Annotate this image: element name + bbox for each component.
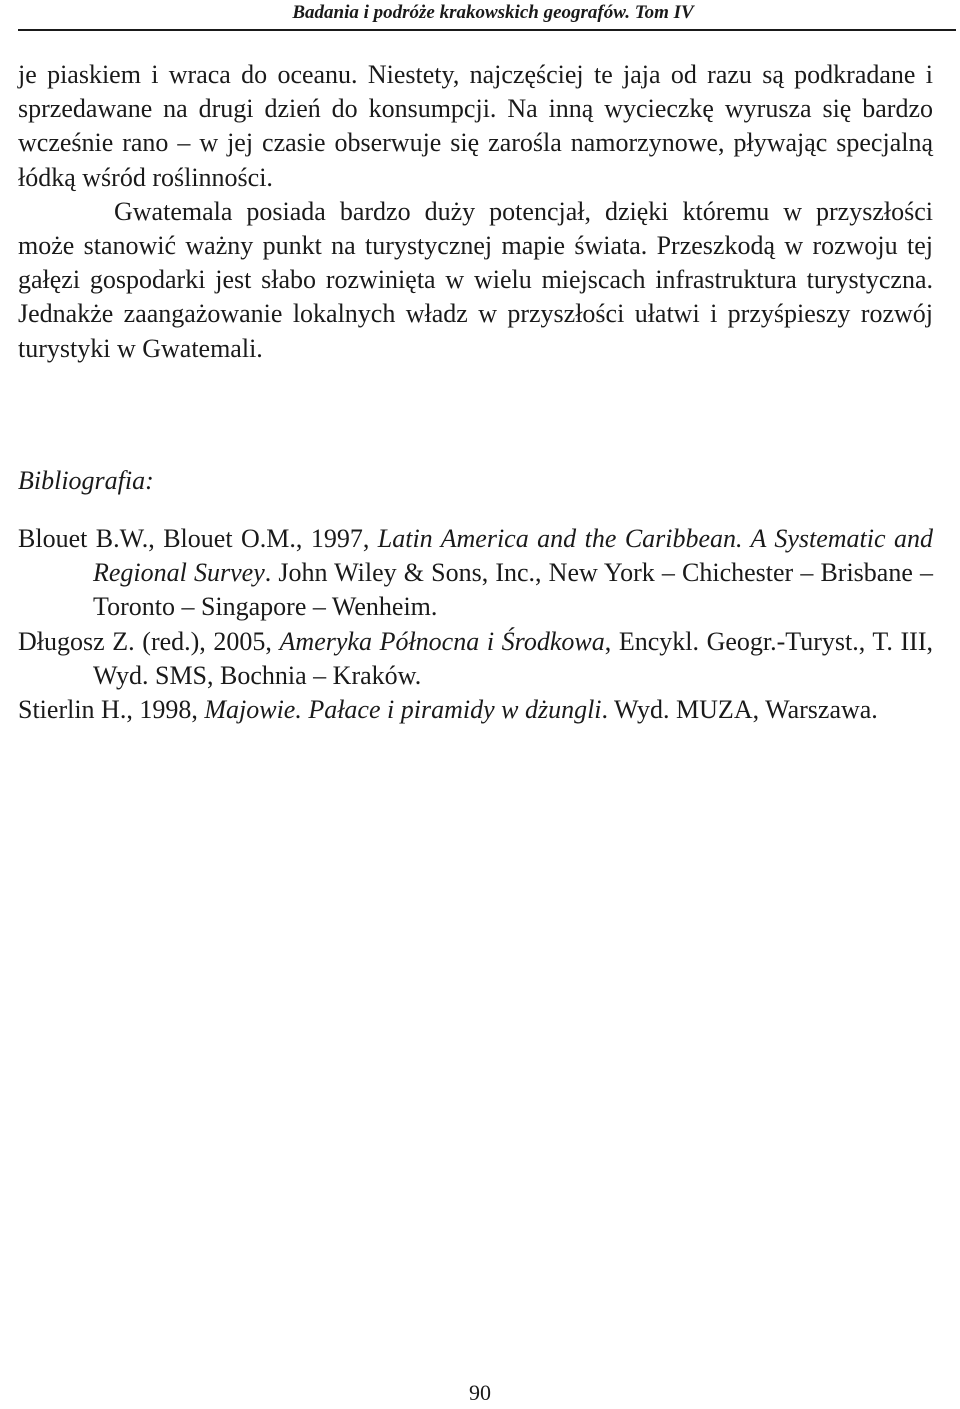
reference-authors: Stierlin H., 1998, xyxy=(18,695,205,725)
page-number: 90 xyxy=(469,1380,491,1405)
paragraph-gwatemala-potential: Gwatemala posiada bardzo duży potencjał, dzięki któremu w przyszłości może stanowić ważny punkt na turystycznej mapie świata. Przeszkodą w rozwoju tej gałęzi gospodarki jest słabo rozwinięta w wielu miejscach infrastruktura turystyczna. Jednakże zaangażowanie lokalnych władz w przyszłości ułatwi i przyśpieszy rozwój turystyki w Gwatemali. xyxy=(18,196,933,363)
paragraph-continuation: je piaskiem i wraca do oceanu. Niestety, najczęściej te jaja od razu są podkradane i sprzedawane na drugi dzień do konsumpcji. Na inną wycieczkę wyrusza się bardzo wcześnie rano – w jej czasie obserwuje się zarośla namorzynowe, pływając specjalną łódką wśród roślinności. xyxy=(18,60,933,192)
reference-authors: Blouet B.W., Blouet O.M., 1997, xyxy=(18,524,378,553)
bibliography-list xyxy=(18,522,933,727)
bibliography-heading: Bibliografia: xyxy=(18,466,154,495)
reference-blouet xyxy=(18,522,933,625)
running-header xyxy=(18,0,956,31)
reference-title: Majowie. Pałace i piramidy w dżungli xyxy=(204,695,602,725)
reference-publisher: , Encykl. Geogr.-Turyst., T. III, Wyd. SMS, Bochnia – Kraków. xyxy=(93,626,933,690)
reference-publisher: . Wyd. MUZA, Warszawa. xyxy=(601,695,878,725)
running-header-title: Badania i podróże krakowskich geografów. Tom IV xyxy=(292,2,694,23)
reference-title: Ameryka Północna i Środkowa xyxy=(279,626,605,656)
reference-dlugosz xyxy=(18,625,933,693)
reference-publisher: . John Wiley & Sons, Inc., New York – Chichester – Brisbane – Toronto – Singapore – Wenheim. xyxy=(93,558,934,622)
body-text xyxy=(18,58,933,366)
reference-authors: Długosz Z. (red.), 2005, xyxy=(18,626,280,656)
reference-stierlin xyxy=(18,693,933,727)
reference-title: Latin America and the Caribbean. A Systematic and Regional Survey xyxy=(93,524,933,588)
